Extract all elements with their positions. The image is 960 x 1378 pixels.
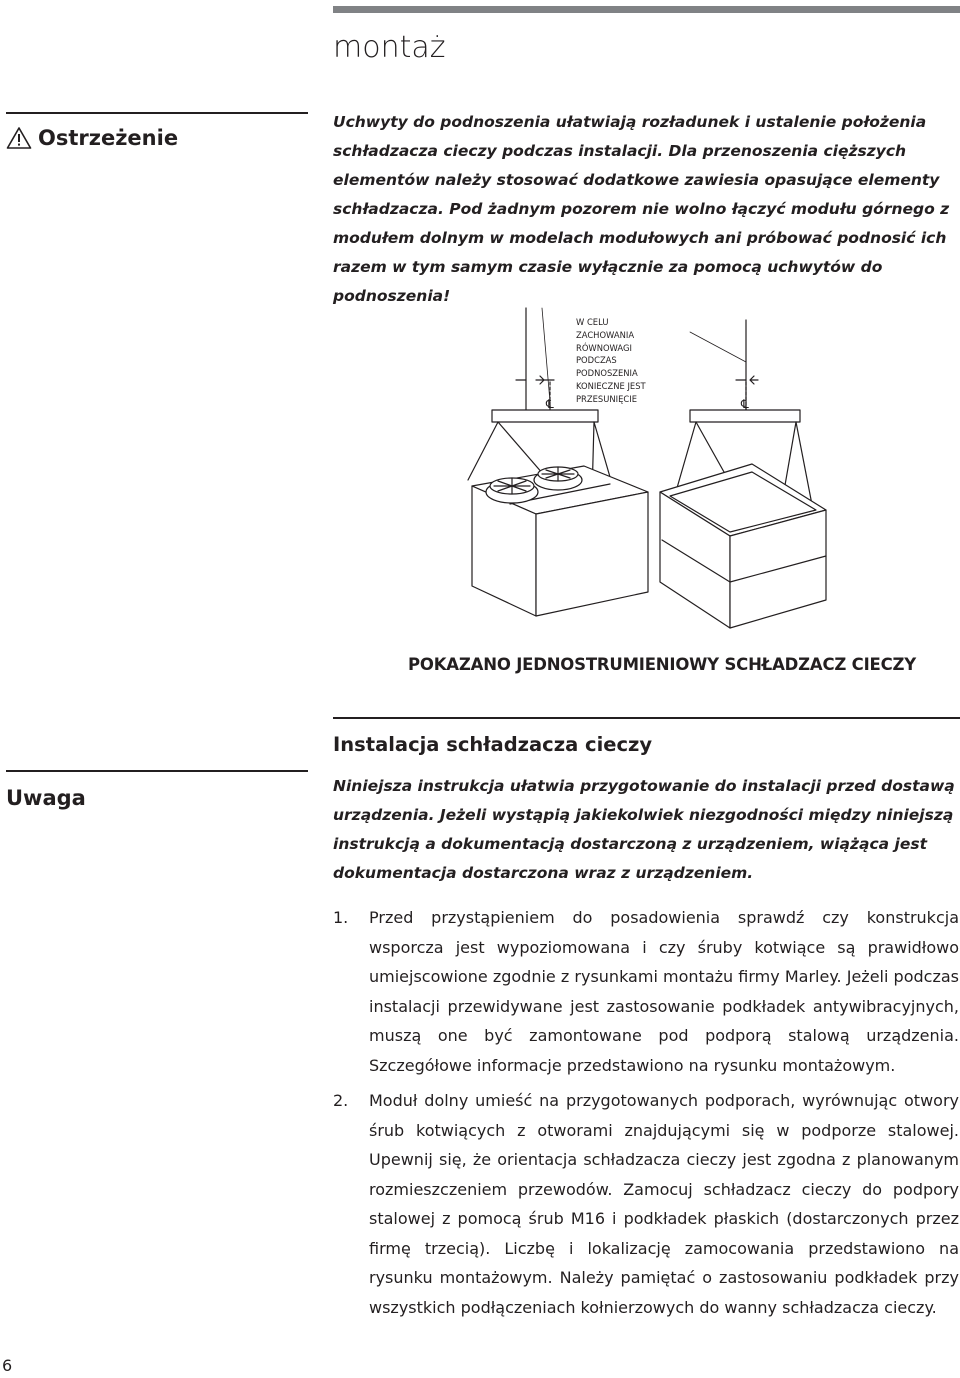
figure-note: [576, 316, 646, 406]
warning-label-text: Ostrzeżenie: [38, 126, 179, 150]
note-top-rule: [333, 717, 960, 719]
step-number: 1.: [333, 908, 349, 927]
section-title: montaż: [333, 30, 446, 65]
figure-note-line: PODCZAS: [576, 355, 617, 366]
figure-note-line: RÓWNOWAGI: [576, 342, 632, 353]
figure-note-line: PODNOSZENIA: [576, 368, 638, 379]
warning-rule: [6, 112, 308, 114]
figure-note-line: W CELU: [576, 317, 609, 327]
warning-label: [6, 126, 306, 150]
step-text: Przed przystąpieniem do posadowienia sprawdź czy konstrukcja wsporcza jest wypoziomowana i czy śruby kotwiące są prawidłowo umiejscowione zgodnie z rysunkami montażu firmy Marley. Jeżeli podczas instalacji przewidywane jest zastosowanie podkładek antywibracyjnych, muszą one być zamontowane pod podporą stalową urządzenia. Szczegółowe informacje przedstawiono na rysunku montażowym.: [369, 908, 959, 1075]
warning-text: Uchwyty do podnoszenia ułatwiają rozładunek i ustalenie położenia schładzacza cieczy podczas instalacji. Dla przenoszenia cięższych elementów należy stosować dodatkowe zawiesia opasujące elementy schładzacza. Pod żadnym pozorem nie wolno łączyć modułu górnego z modułem dolnym w modelach modułowych ani próbować podnosić ich razem w tym samym czasie wyłącznie za pomocą uchwytów do podnoszenia!: [333, 113, 950, 305]
figure-note-line: ZACHOWANIA: [576, 329, 635, 340]
right-centerline-symbol: ℄: [741, 397, 749, 411]
note-text: Niniejsza instrukcja ułatwia przygotowanie do instalacji przed dostawą urządzenia. Jeżeli wystąpią jakiekolwiek niezgodności między niniejszą instrukcją a dokumentacją dostarczoną z urządzeniem, wiążąca jest dokumentacja dostarczona wraz z urządzeniem.: [333, 777, 955, 882]
step-text: Moduł dolny umieść na przygotowanych podporach, wyrównując otwory śrub kotwiących z otworami znajdującymi się w podporze stalowej. Upewnij się, że orientacja schładzacza cieczy jest zgodna z planowanym rozmieszczeniem przewodów. Zamocuj schładzacz cieczy do podpory stalowej z pomocą śrub M16 i podkładek płaskich (dostarczonych przez firmę trzecią). Liczbę i lokalizację zamocowania przedstawiono na rysunku montażowym. Należy pamiętać o zastosowaniu podkładek przy wszystkich podłączeniach kołnierzowych do wanny schładzacza cieczy.: [369, 1091, 959, 1317]
figure-caption: POKAZANO JEDNOSTRUMIENIOWY SCHŁADZACZ CIECZY: [408, 655, 917, 674]
figure-note-line: KONIECZNE JEST: [576, 380, 646, 391]
warning-triangle-icon: [6, 126, 32, 150]
step-number: 2.: [333, 1091, 349, 1110]
header-bar: [333, 6, 960, 13]
figure-note-line: PRZESUNIĘCIE: [576, 393, 637, 404]
lifting-diagram: [440, 300, 860, 630]
note-label-rule: [6, 770, 308, 772]
subsection-title: Instalacja schładzacza cieczy: [333, 733, 653, 756]
note-label: Uwaga: [6, 786, 86, 810]
page-number: 6: [2, 1356, 13, 1375]
left-centerline-symbol: ℄: [546, 397, 554, 411]
